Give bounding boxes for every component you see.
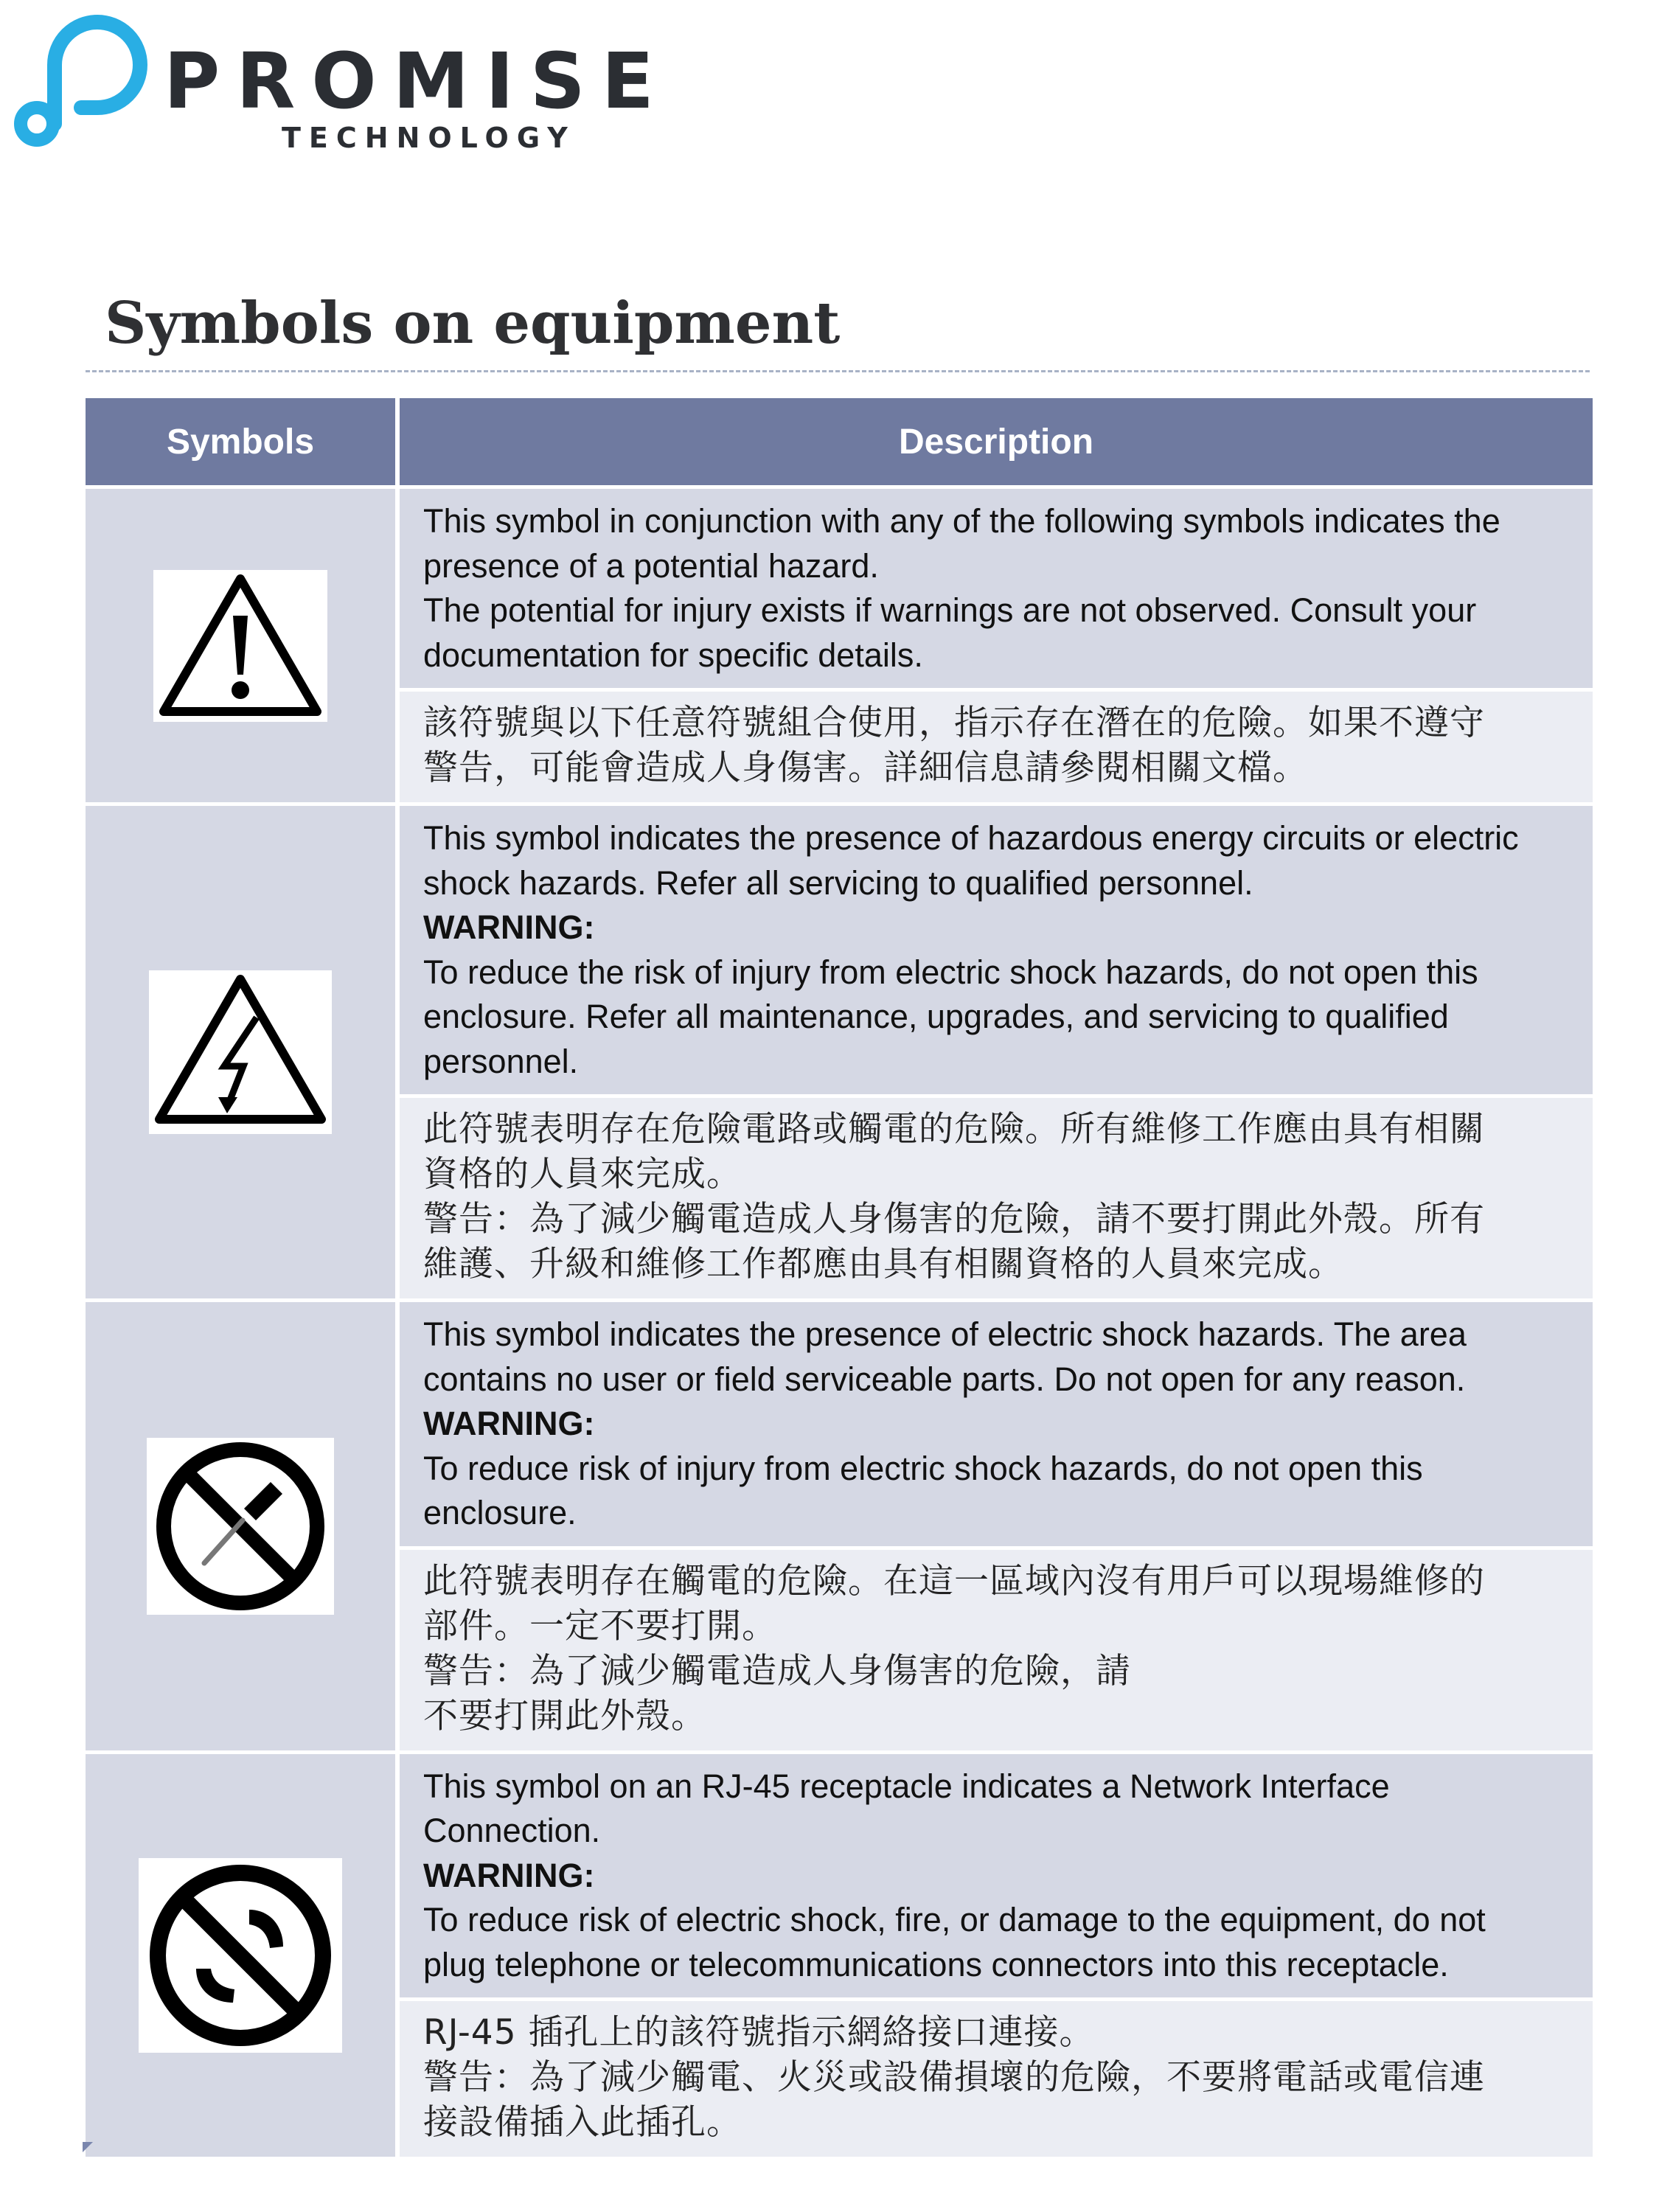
promise-technology-logo <box>9 13 670 154</box>
description-line: To reduce risk of electric shock, fire, or damage to the equipment, do not <box>423 1901 1486 1938</box>
description-line: 該符號與以下任意符號組合使用，指示存在潛在的危險。如果不遵守 <box>423 703 1485 743</box>
table-header <box>86 398 1593 485</box>
description-line: This symbol on an RJ-45 receptacle indicates a Network Interface <box>423 1767 1390 1805</box>
description-line: 不要打開此外殼。 <box>423 1695 706 1736</box>
table-row <box>86 1750 1593 2157</box>
table-row <box>86 1298 1593 1750</box>
symbol-cell <box>86 806 395 1298</box>
description-line: presence of a potential hazard. <box>423 546 879 585</box>
description-line: 部件。一定不要打開。 <box>423 1605 777 1646</box>
header-description: Description <box>400 398 1593 485</box>
page-title: Symbols on equipment <box>105 290 841 357</box>
english-description <box>400 806 1593 1094</box>
symbol-cell <box>86 1754 395 2157</box>
footer-corner-mark <box>83 2142 93 2152</box>
description-line: contains no user or field serviceable parts. Do not open for any reason. <box>423 1360 1466 1398</box>
description-line: enclosure. <box>423 1494 577 1531</box>
promise-p-mark-icon <box>9 13 156 153</box>
description-cell <box>400 806 1593 1298</box>
symbols-table <box>86 398 1593 2157</box>
description-line: documentation for specific details. <box>423 636 923 674</box>
description-line: 警告：為了減少觸電造成人身傷害的危險，請 <box>423 1650 1131 1691</box>
description-line: 接設備插入此插孔。 <box>423 2102 742 2143</box>
description-line: personnel. <box>423 1042 579 1080</box>
description-line: This symbol indicates the presence of hazardous energy circuits or electric <box>423 819 1519 857</box>
chinese-description <box>400 688 1593 802</box>
english-description <box>400 489 1593 688</box>
chinese-description <box>400 1997 1593 2157</box>
description-line: 此符號表明存在危險電路或觸電的危險。所有維修工作應由具有相關 <box>423 1109 1485 1150</box>
chinese-description <box>400 1546 1593 1750</box>
logo-subword: TECHNOLOGY <box>282 122 576 154</box>
description-line: shock hazards. Refer all servicing to qualified personnel. <box>423 863 1253 902</box>
electric-shock-warning-icon <box>149 970 332 1134</box>
warning-label: WARNING: <box>423 908 595 946</box>
description-line: To reduce the risk of injury from electric shock hazards, do not open this <box>423 953 1478 991</box>
description-line: This symbol indicates the presence of electric shock hazards. The area <box>423 1315 1467 1353</box>
description-line: RJ-45 插孔上的該符號指示網絡接口連接。 <box>423 2012 1095 2053</box>
description-line: This symbol in conjunction with any of the following symbols indicates the <box>423 502 1500 540</box>
symbol-cell <box>86 489 395 802</box>
description-line: 資格的人員來完成。 <box>423 1154 742 1194</box>
no-telephone-connection-icon <box>139 1858 342 2053</box>
symbol-cell <box>86 1302 395 1750</box>
description-line: plug telephone or telecommunications connectors into this receptacle. <box>423 1945 1449 1983</box>
description-cell <box>400 1754 1593 2157</box>
description-line: 警告，可能會造成人身傷害。詳細信息請參閱相關文檔。 <box>423 748 1308 788</box>
description-line: The potential for injury exists if warnings are not observed. Consult your <box>423 591 1477 629</box>
title-divider <box>86 370 1590 372</box>
logo-wordmark: PROMISE <box>164 36 670 126</box>
description-line: Connection. <box>423 1812 601 1849</box>
description-line: 維護、升級和維修工作都應由具有相關資格的人員來完成。 <box>423 1244 1343 1284</box>
description-line: 警告：為了減少觸電、火災或設備損壞的危險，不要將電話或電信連 <box>423 2057 1485 2098</box>
general-hazard-warning-icon <box>153 570 327 722</box>
english-description <box>400 1302 1593 1546</box>
no-tools-open-prohibited-icon <box>147 1438 334 1615</box>
header-symbols: Symbols <box>86 398 395 485</box>
table-row <box>86 485 1593 802</box>
table-row <box>86 802 1593 1298</box>
description-line: 警告：為了減少觸電造成人身傷害的危險，請不要打開此外殼。所有 <box>423 1199 1485 1239</box>
warning-label: WARNING: <box>423 1856 595 1894</box>
description-cell <box>400 489 1593 802</box>
warning-label: WARNING: <box>423 1405 595 1442</box>
description-line: enclosure. Refer all maintenance, upgrades, and servicing to qualified <box>423 998 1449 1035</box>
description-cell <box>400 1302 1593 1750</box>
description-line: To reduce risk of injury from electric shock hazards, do not open this <box>423 1449 1423 1487</box>
description-line: 此符號表明存在觸電的危險。在這一區域內沒有用戶可以現場維修的 <box>423 1560 1485 1601</box>
english-description <box>400 1754 1593 1998</box>
chinese-description <box>400 1094 1593 1298</box>
